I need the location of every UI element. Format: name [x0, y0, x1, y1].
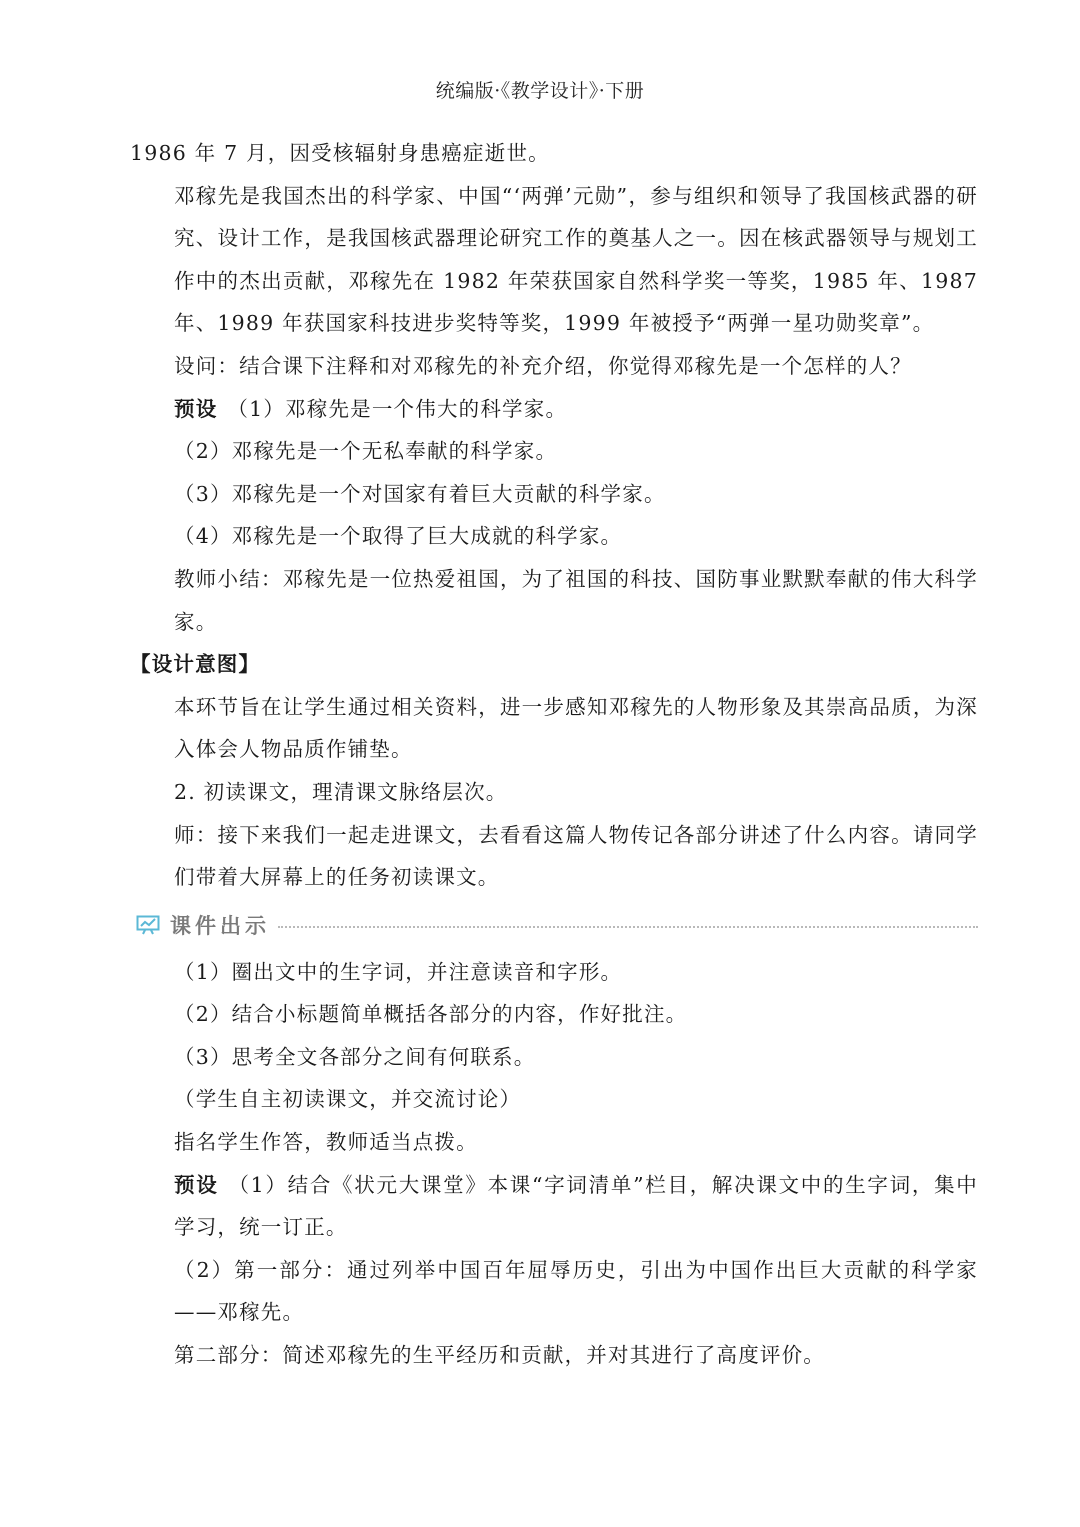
preset-label: 预设	[174, 396, 218, 421]
section-title: 课件出示	[170, 913, 270, 938]
call-on-students: 指名学生作答，教师适当点拨。	[174, 1130, 478, 1155]
preset-line-1	[130, 388, 978, 431]
question-line: 设问：结合课下注释和对邓稼先的补充介绍，你觉得邓稼先是一个怎样的人？	[174, 353, 912, 378]
design-intent-text: 本环节旨在让学生通过相关资料，进一步感知邓稼先的人物形象及其崇高品质，为深入体会人物品质作铺垫。	[174, 694, 978, 762]
teacher-instruction: 师：接下来我们一起走进课文，去看看这篇人物传记各部分讲述了什么内容。请同学们带着大屏幕上的任务初读课文。	[174, 822, 978, 890]
task-item-3: （3）思考全文各部分之间有何联系。	[174, 1044, 536, 1069]
step-2-heading: 2. 初读课文，理清课文脉络层次。	[174, 779, 508, 804]
preset-2-item-1-text: （1）结合《状元大课堂》本课“字词清单”栏目，解决课文中的生字词，集中学习，统一订正。	[174, 1172, 978, 1240]
preset-item-3: （3）邓稼先是一个对国家有着巨大贡献的科学家。	[174, 481, 666, 506]
task-item-2: （2）结合小标题简单概括各部分的内容，作好批注。	[174, 1002, 688, 1027]
paragraph-achievements: 邓稼先是我国杰出的科学家、中国“‘两弹’元勋”，参与组织和领导了我国核武器的研究、设计工作，是我国核武器理论研究工作的奠基人之一。因在核武器领导与规划工作中的杰出贡献，邓稼先在 1982 年荣获国家自然科学奖一等奖，1985 年、1987 年、1989 年获国家科技进步奖特等奖，1999 年被授予“两弹一星功勋奖章”。	[174, 183, 978, 336]
presentation-chart-icon	[136, 915, 160, 935]
teacher-summary: 教师小结：邓稼先是一位热爱祖国，为了祖国的科技、国防事业默默奉献的伟大科学家。	[174, 566, 978, 634]
courseware-section-bar	[130, 899, 978, 951]
preset-label-2: 预设	[174, 1172, 219, 1197]
running-header: 统编版·《教学设计》·下册	[435, 80, 645, 102]
preset-2-item-1	[130, 1164, 978, 1249]
design-intent-heading: 【设计意图】	[130, 652, 261, 677]
preset-item-2: （2）邓稼先是一个无私奉献的科学家。	[174, 439, 558, 464]
preset-2-item-2: （2）第一部分：通过列举中国百年屈辱历史，引出为中国作出巨大贡献的科学家——邓稼先。	[174, 1257, 978, 1325]
paragraph-death: 1986 年 7 月，因受核辐射身患癌症逝世。	[130, 141, 550, 165]
dotted-divider	[278, 926, 978, 928]
part-two-summary: 第二部分：简述邓稼先的生平经历和贡献，并对其进行了高度评价。	[174, 1343, 825, 1368]
page-content	[130, 132, 978, 1377]
student-note: （学生自主初读课文，并交流讨论）	[174, 1087, 522, 1112]
preset-item-4: （4）邓稼先是一个取得了巨大成就的科学家。	[174, 524, 623, 549]
preset-item-1: （1）邓稼先是一个伟大的科学家。	[227, 396, 568, 421]
task-item-1: （1）圈出文中的生字词，并注意读音和字形。	[174, 959, 623, 984]
